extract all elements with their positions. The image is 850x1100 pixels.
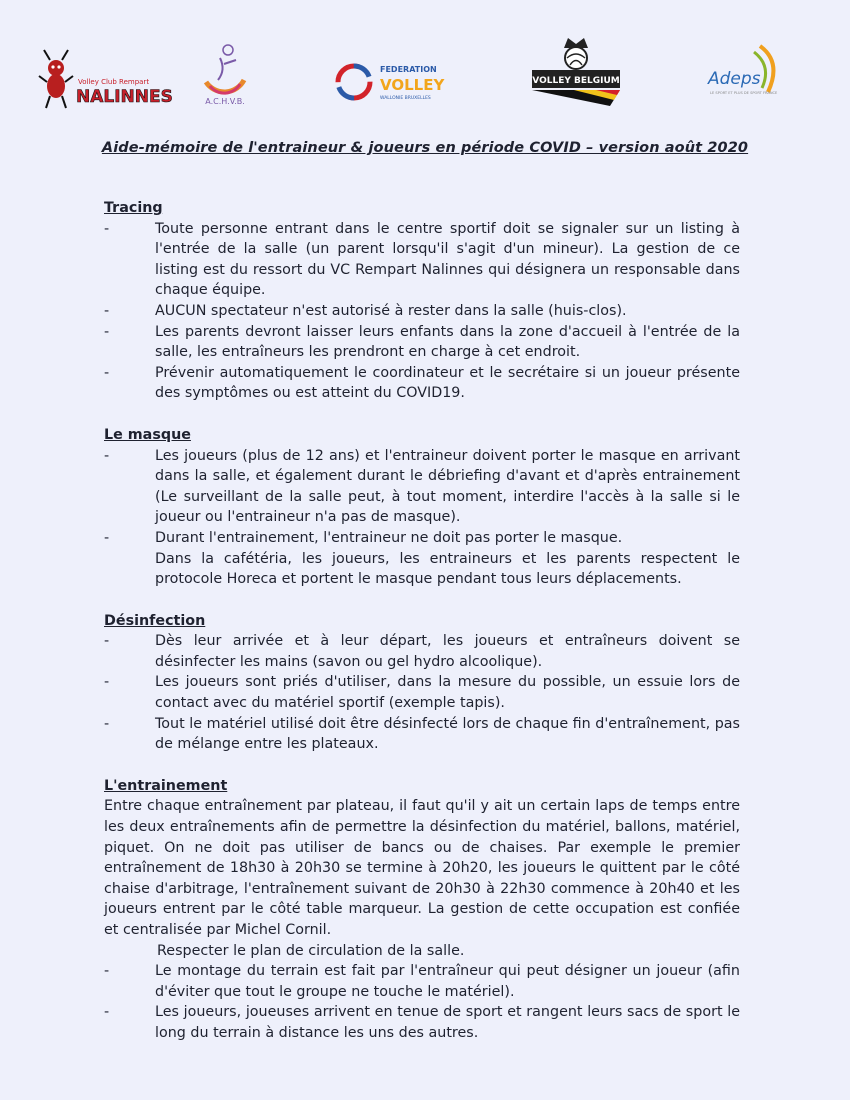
dash-bullet: - (104, 963, 110, 980)
fvwb-logo (336, 58, 446, 106)
list-item: - Les joueurs (plus de 12 ans) et l'entraineur doivent porter le masque en arrivant dans la salle, et également durant le débriefing d'avant et d'après entrainement (Le surveillant de la salle peut, à tout moment, interdire l'accès à la salle si le joueur ou l'entraineur n'a pas de masque). (104, 447, 740, 526)
section-tracing (104, 198, 740, 404)
section-heading: Désinfection (104, 612, 206, 629)
section-heading: L'entrainement (104, 777, 228, 794)
svg-text:LE SPORT ET PLUS DE SPORT FRAN: LE SPORT ET PLUS DE SPORT FRANCE (710, 91, 778, 95)
section-masque (104, 425, 740, 590)
document-title: Aide-mémoire de l'entraineur & joueurs en période COVID – version août 2020 (101, 140, 749, 156)
adeps-logo (700, 40, 784, 106)
list-item: - Durant l'entrainement, l'entraineur ne doit pas porter le masque. (104, 528, 740, 549)
section-heading: Le masque (104, 426, 191, 443)
dash-bullet: - (104, 447, 110, 464)
list-item: - Les parents devront laisser leurs enfants dans la zone d'accueil à l'entrée de la salle, les entraîneurs les prendront en charge à cet endroit. (104, 323, 740, 361)
svg-text:VOLLEY BELGIUM: VOLLEY BELGIUM (532, 76, 620, 86)
list-item: - Les joueurs, joueuses arrivent en tenue de sport et rangent leurs sacs de sport le long du terrain à distance les uns des autres. (104, 1004, 740, 1041)
section-desinfection (104, 611, 740, 755)
dash-bullet: - (104, 674, 110, 691)
dash-bullet: - (104, 323, 110, 340)
list-item: - Tout le matériel utilisé doit être désinfecté lors de chaque fin d'entraînement, pas de mélange entre les plateaux. (104, 715, 740, 753)
nalinnes-logo (38, 46, 173, 110)
svg-text:Volley Club Rempart: Volley Club Rempart (78, 78, 150, 86)
svg-text:A.C.H.V.B.: A.C.H.V.B. (205, 97, 245, 106)
dash-bullet: - (104, 715, 110, 732)
dash-bullet: - (104, 529, 110, 546)
dash-bullet: - (104, 302, 110, 319)
achvb-logo (196, 42, 254, 108)
svg-text:VOLLEY: VOLLEY (380, 76, 445, 94)
section-heading: Tracing (104, 200, 163, 216)
volley-belgium-logo (530, 34, 622, 108)
document-body (104, 198, 740, 1065)
list-item: - Les joueurs sont priés d'utiliser, dans la mesure du possible, un essuie lors de contact avec du matériel sportif (exemple tapis). (104, 674, 740, 712)
svg-text:WALLONIE BRUXELLES: WALLONIE BRUXELLES (380, 96, 431, 101)
section-entrainement (104, 776, 740, 1044)
list-item: Dans la cafétéria, les joueurs, les entraineurs et les parents respectent le protocole Horeca et portent le masque pendant tous leurs déplacements. (155, 550, 740, 588)
dash-bullet: - (104, 220, 110, 237)
dash-bullet: - (104, 1004, 110, 1021)
dash-bullet: - (104, 633, 110, 650)
dash-bullet: - (104, 364, 110, 381)
svg-text:NALINNES: NALINNES (76, 87, 173, 107)
list-item: - Toute personne entrant dans le centre sportif doit se signaler sur un listing à l'entrée de la salle (un parent lorsqu'il s'agit d'un mineur). La gestion de ce listing est du ressort du VC Rempart Nalinnes qui désignera un responsable dans chaque équipe. (104, 220, 740, 299)
list-item: - Dès leur arrivée et à leur départ, les joueurs et entraîneurs doivent se désinfecter les mains (savon ou gel hydro alcoolique). (104, 633, 740, 670)
svg-text:FEDERATION: FEDERATION (380, 65, 437, 74)
svg-text:Adeps: Adeps (708, 69, 761, 89)
ant-mascot-icon (39, 50, 73, 108)
list-item: - AUCUN spectateur n'est autorisé à rester dans la salle (huis-clos). (104, 301, 740, 322)
list-item: - Le montage du terrain est fait par l'entraîneur qui peut désigner un joueur (afin d'éviter que tout le groupe ne touche le matériel). (104, 963, 740, 1000)
list-item: - Prévenir automatiquement le coordinateur et le secrétaire si un joueur présente des symptômes ou est atteint du COVID19. (104, 364, 740, 402)
paragraph: Entre chaque entraînement par plateau, il faut qu'il y ait un certain laps de temps entre les deux entraînements afin de permettre la désinfection du matériel, ballons, matériel, piquet. On ne doit pas utiliser de bancs ou de chaises. Par exemple le premier entraînement de 18h30 à 20h30 se termine à 20h20, les joueurs le quittent par le côté chaise d'arbitrage, l'entraînement suivant de 20h30 à 22h30 commence à 20h40 et les joueurs entrent par le côté table marqueur. La gestion de cette occupation est confiée et centralisée par Michel Cornil. (104, 798, 740, 938)
indented-line: Respecter le plan de circulation de la salle. (157, 942, 465, 959)
